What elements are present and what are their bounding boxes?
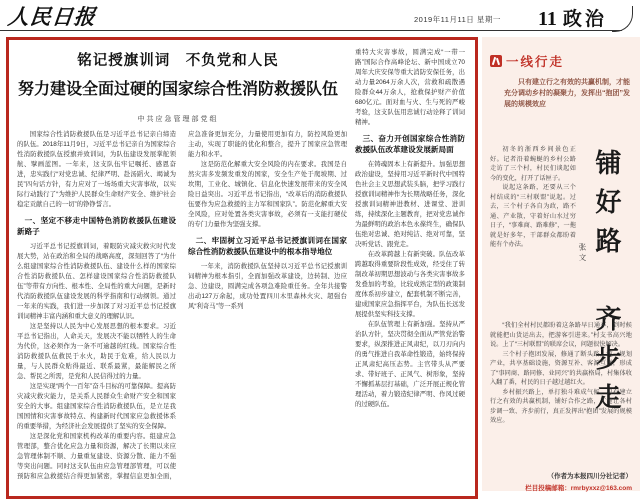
author-note: （作者为本报四川分社记者） <box>547 473 632 480</box>
article-headline <box>11 49 345 99</box>
paragraph: 三个村子抱团发展，修通了断头路，统一规划产业，共享基础设施，资源互补、客源互送，形成了“事同商、路同修、业同兴”的共赢格局，村集体收入翻了番，村民的日子越过越红火。 <box>490 350 632 386</box>
vertical-author: 张文 <box>578 243 587 264</box>
paragraph: 在改革跨越上有新突破。队伍改革跨越取得重要阶段性成效，经受住了转制改革初期思想波动与各类灾害事故多发叠加的考验，比较成熟定型的政策制度体系初步建立，配套机制不断完善，建成国家应急指挥平台，为队伍长远发展提供坚实科技支撑。 <box>355 251 465 318</box>
section-heading: 三、奋力开创国家综合性消防救援队伍改革建设发展新局面 <box>355 134 465 154</box>
column-intro: 只有建立行之有效的共赢机制，才能充分调动乡村的凝聚力，发挥出“抱团”发展的规模效应 <box>504 79 630 108</box>
article-column-3 <box>355 48 465 488</box>
section-heading: 一、坚定不移走中国特色消防救援队伍建设新路子 <box>17 216 176 236</box>
headline-line-2: 努力建设全面过硬的国家综合性消防救援队伍 <box>17 81 338 98</box>
article-columns-1-2 <box>17 130 347 486</box>
column-logo <box>490 52 564 70</box>
column-name: 一线行走 <box>506 55 565 69</box>
paragraph: 说起这条路，还要从三个村结成的“三村联盟”说起。过去，三个村子各自为政，路不通、产业散，守着好山水过穷日子，“事难商、路难修”，一拖就是好多年，干部群众都盼着能有个办法。 <box>490 184 576 248</box>
paragraph: “我们全村村民都盼着这条路早日通车，到时候就能把山货运出去，把游客引进来。”村支书高兴地说。上了“三村联盟”的联席会议，问题很快解决。 <box>490 322 632 348</box>
dateline: 2019年11月11日 星期一 <box>414 15 501 24</box>
sidebar-upper-text <box>490 145 576 315</box>
header-corner-curve <box>612 6 633 32</box>
article-byline: 中共应急管理部党组 <box>137 115 219 123</box>
paragraph: 在铸魂固本上有新提升。加强思想政治建设，坚持用习近平新时代中国特色社会主义思想武装头脑，把学习践行授旗训词精神作为长期战略任务，深化授旗训词精神进教材、进课堂、进训练，持续深化主题教育，把对党忠诚作为最鲜明的政治本色永葆终生，确保队伍绝对忠诚、绝对纯洁、绝对可靠，坚决听党话、跟党走。 <box>355 161 465 248</box>
paragraph: 习近平总书记授旗训词，着眼防灾减灾救灾时代发展大势，站在政治和全局的战略高度，深刻回答了“为什么组建国家综合性消防救援队伍、建设什么样的国家综合性消防救援队伍、怎样建设国家综合性消防救援队伍”等带有方向性、根本性、全局性的重大问题，是新时代消防救援队伍建设发展的科学指南和行动纲领。通过一年来的实践，我们进一步加深了对习近平总书记授旗训词精神丰富内涵和重大意义的理解认识。 <box>17 243 176 320</box>
paragraph: 一年来，消防救援队伍坚持以习近平总书记授旗训词精神为根本指引，全面加强改革建设，边转制、边应急、边建设，圆满完成各项急难险重任务。全年共接警出动127万余起，成功处置四川木里森林火灾、超强台风“利奇马”等一系列 <box>188 263 347 310</box>
paragraph: 初冬的浙西乡间景色正好。记者沿着蜿蜒的乡村公路走访了三个村，村民们谈起如今的变化，打开了话匣子。 <box>490 146 576 182</box>
paragraph: 这是深化党和国家机构改革的重要内容。组建应急管理部，整合优化应急力量和资源，解决了长期以来应急管理体制不顺、力量重复建设、资源分散、能力不强等突出问题。同时这支队伍由应急管理部管理，可以使预防和应急救援结合得更加紧密，掌握信息更加全面，应急准备更加充分，力量使用更加有力，防控风险更加主动，实现了职能的优化和整合，提升了国家应急管理能力和水平。 <box>17 131 347 480</box>
main-article-box <box>6 37 478 499</box>
submission-email: 栏目投稿邮箱：rmrbyxxz@163.com <box>525 485 632 492</box>
walking-icon <box>490 55 502 67</box>
page-number: 11 <box>538 8 557 30</box>
header-rule <box>0 30 622 31</box>
sidebar-lower-text <box>490 321 632 469</box>
section-heading: 二、牢固树立习近平总书记授旗训词在国家综合性消防救援队伍建设中的根本指导地位 <box>188 236 347 256</box>
paragraph: 这是坚持以人民为中心发展思想的根本要求。习近平总书记指出，人命关天，发展决不能以牺牲人的生命为代价，这必须作为一条不可逾越的红线。国家综合性消防救援队伍救民于水火，助民于危难，给人民以力量，与人民群众贴得最近、联系最紧，最能解民之所急、帮民之所需，是党和人民信得过的力量。 <box>17 323 176 380</box>
section-name: 政治 <box>562 9 607 30</box>
paragraph: 重特大灾害事故，圆满完成“一带一路”国际合作高峰论坛、新中国成立70周年大庆安保等重大消防安保任务，出动力量2064万余人次，营救和疏散遇险群众44万余人，抢救保护财产价值680亿元。面对血与火、生与死的严峻考验，这支队伍用忠诚行动诠释了训词精神。 <box>355 49 465 126</box>
page-number-section <box>538 4 607 31</box>
paragraph: 这是实现“两个一百年”奋斗目标的可靠保障。提高防灾减灾救灾能力，是关系人民群众生命财产安全和国家安全的大事。组建国家综合性消防救援队伍，是立足我国国情和灾害事故特点、构建新时代国家应急救援体系的重要举措，为经济社会发展提供了坚实的安全保障。 <box>17 383 176 430</box>
paragraph: 乡村振兴路上，单打独斗难成气候。只有建立行之有效的共赢机制，铺好合作之路，才能让各村步调一致、齐步前行，真正发挥出“抱团”发展的规模效应。 <box>490 388 632 424</box>
vertical-title: 铺好路 齐步走 <box>592 149 621 422</box>
newspaper-masthead: 人民日报 <box>6 4 98 29</box>
paragraph: 这是防范化解重大安全风险的内在要求。我国是自然灾害多发频发重发的国家，安全生产处于爬坡期、过坎期，工业化、城镇化、信息化快速发展带来的安全风险日益突出。习近平总书记指出，“改革后的消防救援队伍要作为应急救援的主力军和国家队”。防范化解重大安全风险，应对处置各类灾害事故，必须有一支能打硬仗的专门力量作为坚强支撑。 <box>188 161 347 228</box>
headline-line-1: 铭记授旗训词 不负党和人民 <box>77 53 279 69</box>
paragraph: 在队伍管理上有新加强。坚持从严治队方针，坚决贯彻全面从严管党治警要求，纵深推进正风肃纪，以刀刃向内的勇气推进自我革命性锻造，始终保持正风肃纪高压态势。主官带头从严要求、带好班子、正风气、树形象，坚持不懈抓基层打基础，广泛开展正规化管理活动，着力锻造纪律严明、作风过硬的过硬队伍。 <box>355 321 465 408</box>
sidebar-feature-column <box>482 37 640 491</box>
paragraph: 国家综合性消防救援队伍是习近平总书记亲自缔造的队伍。2018年11月9日，习近平总书记亲自为国家综合性消防救援队伍授旗并致训词，为队伍建设发展掌舵领航、擘画蓝图。一年来，这支队伍牢记嘱托、感恩奋进，忠实践行“对党忠诚、纪律严明、赴汤蹈火、竭诚为民”四句话方针，有力应对了一场场重大灾害事故，以实际行动践行了“为维护人民群众生命财产安全、维护社会稳定贡献自己的一切”的铮铮誓言。 <box>17 131 176 208</box>
